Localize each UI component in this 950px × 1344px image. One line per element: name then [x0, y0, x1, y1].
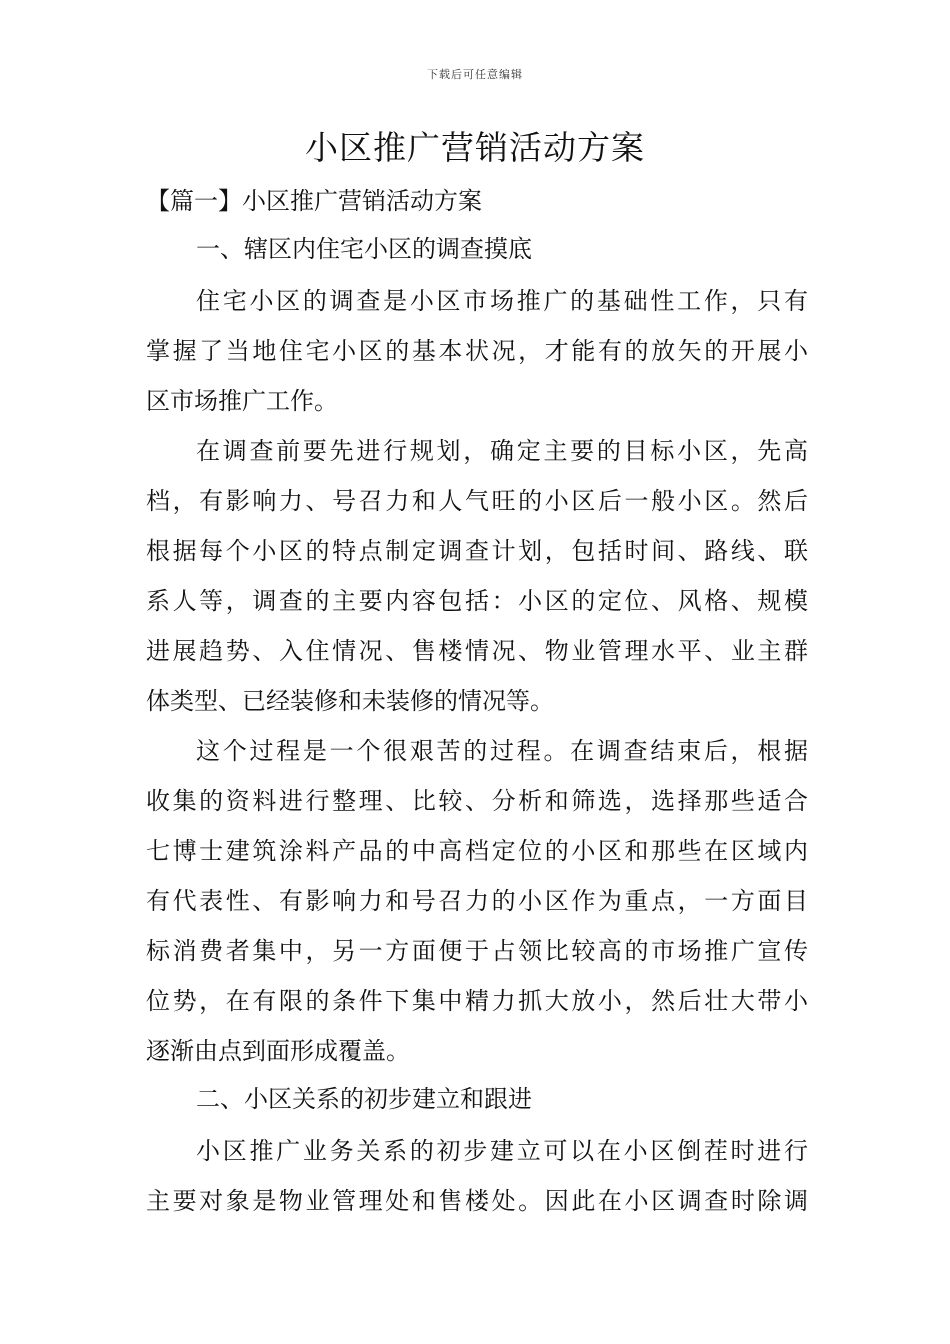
paragraph-line: 主要对象是物业管理处和售楼处。因此在小区调查时除调 — [146, 1187, 808, 1215]
paragraph-line: 区市场推广工作。 — [146, 387, 338, 415]
paragraph-line: 标消费者集中，另一方面便于占领比较高的市场推广宣传 — [146, 937, 808, 965]
paragraph-line: 系人等，调查的主要内容包括：小区的定位、风格、规模 — [146, 587, 808, 615]
paragraph-line: 有代表性、有影响力和号召力的小区作为重点，一方面目 — [146, 887, 808, 915]
part-heading: 【篇一】小区推广营销活动方案 — [146, 187, 482, 215]
section-heading-1: 一、辖区内住宅小区的调查摸底 — [196, 235, 532, 263]
header-note: 下载后可任意编辑 — [427, 68, 523, 81]
paragraph-line: 档，有影响力、号召力和人气旺的小区后一般小区。然后 — [146, 487, 808, 515]
paragraph-line: 位势，在有限的条件下集中精力抓大放小，然后壮大带小 — [146, 987, 808, 1015]
paragraph-1 — [146, 276, 808, 426]
paragraph-2 — [146, 426, 808, 726]
paragraph-line: 这个过程是一个很艰苦的过程。在调查结束后，根据 — [196, 737, 808, 765]
paragraph-line: 小区推广业务关系的初步建立可以在小区倒茬时进行 — [196, 1137, 808, 1165]
paragraph-3 — [146, 726, 808, 1076]
paragraph-4 — [146, 1126, 808, 1226]
paragraph-line: 根据每个小区的特点制定调查计划，包括时间、路线、联 — [146, 537, 808, 565]
paragraph-line: 在调查前要先进行规划，确定主要的目标小区，先高 — [196, 437, 808, 465]
paragraph-line: 掌握了当地住宅小区的基本状况，才能有的放矢的开展小 — [146, 337, 808, 365]
paragraph-line: 逐渐由点到面形成覆盖。 — [146, 1037, 410, 1065]
document-title: 小区推广营销活动方案 — [305, 128, 645, 167]
section-heading-2: 二、小区关系的初步建立和跟进 — [196, 1085, 532, 1113]
paragraph-line: 进展趋势、入住情况、售楼情况、物业管理水平、业主群 — [146, 637, 808, 665]
paragraph-line: 住宅小区的调查是小区市场推广的基础性工作，只有 — [196, 287, 808, 315]
paragraph-line: 七博士建筑涂料产品的中高档定位的小区和那些在区域内 — [146, 837, 808, 865]
paragraph-line: 体类型、已经装修和未装修的情况等。 — [146, 687, 554, 715]
document-body — [146, 178, 808, 1226]
paragraph-line: 收集的资料进行整理、比较、分析和筛选，选择那些适合 — [146, 787, 808, 815]
